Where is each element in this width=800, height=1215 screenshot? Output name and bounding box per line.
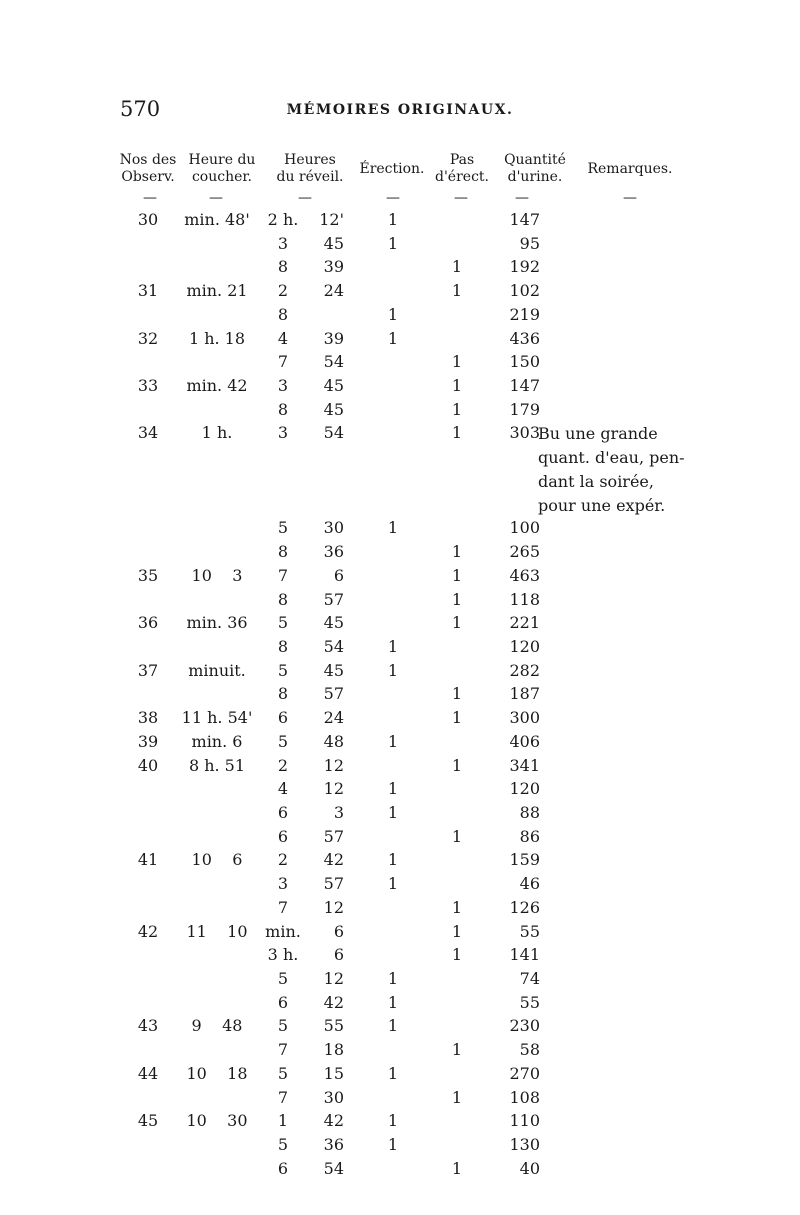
header-rule: — bbox=[209, 190, 223, 206]
bedtime: min. 42 bbox=[186, 376, 248, 396]
urine-quantity: 130 bbox=[509, 1135, 540, 1155]
urine-quantity: 219 bbox=[509, 304, 540, 324]
urine-quantity: 150 bbox=[509, 352, 540, 372]
urine-quantity: 141 bbox=[509, 945, 540, 965]
erection-count: 1 bbox=[387, 992, 399, 1012]
observation-number: 45 bbox=[137, 1111, 159, 1131]
wake-minute: 12 bbox=[323, 897, 344, 917]
erection-count: 1 bbox=[387, 304, 399, 324]
no-erection-count: 1 bbox=[451, 589, 463, 609]
urine-quantity: 100 bbox=[509, 518, 540, 538]
erection-count: 1 bbox=[387, 233, 399, 253]
bedtime: 11 h. 54' bbox=[181, 708, 253, 728]
wake-minute: 45 bbox=[323, 660, 344, 680]
erection-count: 1 bbox=[387, 850, 399, 870]
urine-quantity: 265 bbox=[509, 542, 540, 562]
wake-minute: 36 bbox=[323, 542, 344, 562]
wake-hour: 1 bbox=[277, 1111, 289, 1131]
wake-minute: 30 bbox=[323, 518, 344, 538]
wake-minute: 42 bbox=[323, 1111, 344, 1131]
no-erection-count: 1 bbox=[451, 399, 463, 419]
urine-quantity: 86 bbox=[519, 826, 540, 846]
header-pas-line: Pas bbox=[449, 152, 475, 168]
wake-hour: 5 bbox=[277, 613, 289, 633]
header-rule: — bbox=[386, 190, 400, 206]
wake-minute: 54 bbox=[323, 352, 344, 372]
header-urine-line: d'urine. bbox=[507, 169, 563, 185]
wake-hour: 8 bbox=[277, 589, 289, 609]
remark-line: pour une expér. bbox=[538, 495, 666, 515]
urine-quantity: 95 bbox=[519, 233, 540, 253]
wake-hour: 2 bbox=[277, 755, 289, 775]
observation-number: 31 bbox=[137, 281, 159, 301]
wake-minute: 45 bbox=[323, 376, 344, 396]
urine-quantity: 300 bbox=[509, 708, 540, 728]
no-erection-count: 1 bbox=[451, 352, 463, 372]
erection-count: 1 bbox=[387, 803, 399, 822]
header-coucher-line: coucher. bbox=[191, 169, 253, 185]
bedtime: min. 48' bbox=[184, 210, 250, 229]
erection-count: 1 bbox=[387, 1135, 399, 1155]
no-erection-count: 1 bbox=[451, 945, 463, 965]
observation-number: 42 bbox=[137, 921, 159, 941]
wake-hour: 6 bbox=[277, 803, 289, 822]
erection-count: 1 bbox=[387, 210, 399, 229]
urine-quantity: 55 bbox=[519, 921, 540, 941]
wake-minute: 39 bbox=[323, 328, 344, 348]
header-rule: — bbox=[515, 190, 529, 206]
bedtime: min. 36 bbox=[186, 613, 248, 633]
wake-minute: 55 bbox=[323, 1016, 344, 1036]
erection-count: 1 bbox=[387, 660, 399, 680]
wake-minute: 12' bbox=[319, 210, 344, 229]
urine-quantity: 147 bbox=[509, 210, 540, 229]
no-erection-count: 1 bbox=[451, 684, 463, 704]
remark-line: Bu une grande bbox=[538, 424, 658, 444]
wake-hour: 8 bbox=[277, 399, 289, 419]
wake-hour: 8 bbox=[277, 636, 289, 656]
bedtime: minuit. bbox=[188, 660, 246, 680]
wake-minute: 45 bbox=[323, 613, 344, 633]
observation-number: 38 bbox=[137, 708, 159, 728]
bedtime: min. 6 bbox=[191, 731, 243, 751]
wake-hour: 6 bbox=[277, 992, 289, 1012]
no-erection-count: 1 bbox=[451, 897, 463, 917]
wake-minute: 57 bbox=[323, 589, 344, 609]
no-erection-count: 1 bbox=[451, 257, 463, 277]
no-erection-count: 1 bbox=[451, 826, 463, 846]
urine-quantity: 192 bbox=[509, 257, 540, 277]
urine-quantity: 126 bbox=[509, 897, 540, 917]
observation-number: 37 bbox=[137, 660, 159, 680]
observation-number: 34 bbox=[137, 423, 159, 443]
wake-minute: 24 bbox=[323, 281, 344, 301]
urine-quantity: 147 bbox=[509, 376, 540, 396]
header-urine-line: Quantité bbox=[504, 152, 566, 168]
wake-minute: 45 bbox=[323, 399, 344, 419]
header-rule: — bbox=[143, 190, 157, 206]
no-erection-count: 1 bbox=[451, 1040, 463, 1060]
observation-number: 44 bbox=[137, 1063, 159, 1083]
observation-number: 33 bbox=[137, 376, 159, 396]
no-erection-count: 1 bbox=[451, 281, 463, 301]
erection-count: 1 bbox=[387, 1016, 399, 1036]
no-erection-count: 1 bbox=[451, 376, 463, 396]
wake-minute: 42 bbox=[323, 992, 344, 1012]
erection-count: 1 bbox=[387, 328, 399, 348]
urine-quantity: 58 bbox=[519, 1040, 540, 1060]
wake-hour: 5 bbox=[277, 660, 289, 680]
no-erection-count: 1 bbox=[451, 423, 463, 443]
wake-hour: 5 bbox=[277, 731, 289, 751]
observation-number: 40 bbox=[137, 755, 159, 775]
wake-minute: 6 bbox=[333, 921, 344, 941]
wake-hour: 2 h. bbox=[267, 210, 299, 229]
urine-quantity: 270 bbox=[509, 1063, 540, 1083]
urine-quantity: 120 bbox=[509, 636, 540, 656]
no-erection-count: 1 bbox=[451, 565, 463, 585]
header-rule: — bbox=[623, 190, 637, 206]
remark-line: dant la soirée, bbox=[538, 471, 654, 491]
wake-hour: 8 bbox=[277, 542, 289, 562]
wake-minute: 36 bbox=[323, 1135, 344, 1155]
wake-hour: 5 bbox=[277, 518, 289, 538]
erection-count: 1 bbox=[387, 779, 399, 799]
wake-hour: 2 bbox=[277, 281, 289, 301]
urine-quantity: 463 bbox=[509, 565, 540, 585]
wake-minute: 18 bbox=[323, 1040, 344, 1060]
header-urine bbox=[490, 152, 580, 186]
wake-hour: 7 bbox=[277, 352, 289, 372]
erection-count: 1 bbox=[387, 969, 399, 989]
wake-minute: 39 bbox=[323, 257, 344, 277]
remark-line: quant. d'eau, pen- bbox=[538, 448, 685, 468]
wake-hour: 7 bbox=[277, 565, 289, 585]
urine-quantity: 110 bbox=[509, 1111, 540, 1131]
urine-quantity: 108 bbox=[509, 1087, 540, 1107]
urine-quantity: 102 bbox=[509, 281, 540, 301]
urine-quantity: 436 bbox=[509, 328, 540, 348]
erection-count: 1 bbox=[387, 518, 399, 538]
urine-quantity: 303 bbox=[509, 423, 540, 443]
bedtime: 11 10 bbox=[186, 921, 248, 941]
remark bbox=[538, 422, 685, 517]
wake-minute: 12 bbox=[323, 755, 344, 775]
wake-hour: 6 bbox=[277, 708, 289, 728]
wake-minute: 15 bbox=[323, 1063, 344, 1083]
wake-minute: 30 bbox=[323, 1087, 344, 1107]
wake-hour: 7 bbox=[277, 897, 289, 917]
bedtime: 9 48 bbox=[191, 1016, 243, 1036]
header-pas-line: d'érect. bbox=[435, 169, 489, 185]
bedtime: 1 h. 18 bbox=[188, 328, 246, 348]
bedtime: 10 3 bbox=[191, 565, 243, 585]
wake-hour: 7 bbox=[277, 1087, 289, 1107]
header-obs-line: Nos des bbox=[119, 152, 177, 168]
page-number: 570 bbox=[120, 97, 161, 121]
bedtime: 1 h. bbox=[201, 423, 233, 443]
no-erection-count: 1 bbox=[451, 1087, 463, 1107]
observation-number: 43 bbox=[137, 1016, 159, 1036]
header-obs bbox=[108, 152, 188, 186]
wake-hour: 3 h. bbox=[267, 945, 299, 965]
wake-minute: 12 bbox=[323, 969, 344, 989]
observation-number: 36 bbox=[137, 613, 159, 633]
wake-minute: 57 bbox=[323, 684, 344, 704]
urine-quantity: 406 bbox=[509, 731, 540, 751]
wake-minute: 57 bbox=[323, 874, 344, 894]
observation-number: 41 bbox=[137, 850, 159, 870]
urine-quantity: 230 bbox=[509, 1016, 540, 1036]
wake-minute: 57 bbox=[323, 826, 344, 846]
header-remarques-line: Remarques. bbox=[587, 161, 673, 177]
wake-hour: 3 bbox=[277, 423, 289, 443]
observation-number: 32 bbox=[137, 328, 159, 348]
wake-hour: 6 bbox=[277, 826, 289, 846]
wake-minute: 12 bbox=[323, 779, 344, 799]
header-obs-line: Observ. bbox=[121, 169, 175, 185]
wake-hour: 3 bbox=[277, 874, 289, 894]
wake-hour: 5 bbox=[277, 1135, 289, 1155]
header-rule: — bbox=[298, 190, 312, 206]
no-erection-count: 1 bbox=[451, 613, 463, 633]
erection-count: 1 bbox=[387, 731, 399, 751]
wake-minute: 42 bbox=[323, 850, 344, 870]
urine-quantity: 118 bbox=[509, 589, 540, 609]
wake-minute: 6 bbox=[333, 565, 344, 585]
urine-quantity: 341 bbox=[509, 755, 540, 775]
wake-minute: 54 bbox=[323, 636, 344, 656]
urine-quantity: 221 bbox=[509, 613, 540, 633]
wake-hour: 8 bbox=[277, 304, 289, 324]
header-reveil-line: Heures bbox=[284, 152, 336, 168]
wake-hour: 3 bbox=[277, 233, 289, 253]
bedtime: 10 6 bbox=[191, 850, 243, 870]
wake-minute: 6 bbox=[333, 945, 344, 965]
erection-count: 1 bbox=[387, 636, 399, 656]
wake-hour: 8 bbox=[277, 684, 289, 704]
no-erection-count: 1 bbox=[451, 542, 463, 562]
wake-hour: 3 bbox=[277, 376, 289, 396]
urine-quantity: 74 bbox=[519, 969, 540, 989]
wake-hour: min. bbox=[265, 921, 301, 941]
wake-hour: 4 bbox=[277, 328, 289, 348]
urine-quantity: 179 bbox=[509, 399, 540, 419]
wake-minute: 3 bbox=[333, 803, 344, 822]
header-reveil-line: du réveil. bbox=[276, 169, 344, 185]
wake-hour: 4 bbox=[277, 779, 289, 799]
wake-hour: 5 bbox=[277, 1016, 289, 1036]
erection-count: 1 bbox=[387, 1111, 399, 1131]
running-head: MÉMOIRES ORIGINAUX. bbox=[286, 102, 514, 118]
wake-minute: 24 bbox=[323, 708, 344, 728]
wake-hour: 6 bbox=[277, 1158, 289, 1178]
bedtime: 10 30 bbox=[186, 1111, 248, 1131]
no-erection-count: 1 bbox=[451, 921, 463, 941]
urine-quantity: 282 bbox=[509, 660, 540, 680]
no-erection-count: 1 bbox=[451, 755, 463, 775]
observation-number: 39 bbox=[137, 731, 159, 751]
no-erection-count: 1 bbox=[451, 708, 463, 728]
wake-hour: 8 bbox=[277, 257, 289, 277]
header-erection-line: Érection. bbox=[359, 161, 425, 177]
bedtime: 10 18 bbox=[186, 1063, 248, 1083]
urine-quantity: 55 bbox=[519, 992, 540, 1012]
observation-number: 30 bbox=[137, 210, 159, 229]
urine-quantity: 46 bbox=[519, 874, 540, 894]
wake-minute: 54 bbox=[323, 1158, 344, 1178]
urine-quantity: 88 bbox=[519, 803, 540, 822]
wake-hour: 5 bbox=[277, 969, 289, 989]
wake-hour: 7 bbox=[277, 1040, 289, 1060]
wake-hour: 5 bbox=[277, 1063, 289, 1083]
urine-quantity: 40 bbox=[519, 1158, 540, 1178]
header-coucher-line: Heure du bbox=[188, 152, 256, 168]
header-remarques bbox=[575, 161, 685, 178]
header-coucher bbox=[177, 152, 267, 186]
header-rule: — bbox=[454, 190, 468, 206]
wake-minute: 54 bbox=[323, 423, 344, 443]
no-erection-count: 1 bbox=[451, 1158, 463, 1178]
wake-minute: 45 bbox=[323, 233, 344, 253]
urine-quantity: 159 bbox=[509, 850, 540, 870]
urine-quantity: 120 bbox=[509, 779, 540, 799]
wake-minute: 48 bbox=[323, 731, 344, 751]
observation-number: 35 bbox=[137, 565, 159, 585]
erection-count: 1 bbox=[387, 1063, 399, 1083]
wake-hour: 2 bbox=[277, 850, 289, 870]
bedtime: min. 21 bbox=[186, 281, 248, 301]
header-reveil bbox=[265, 152, 355, 186]
urine-quantity: 187 bbox=[509, 684, 540, 704]
erection-count: 1 bbox=[387, 874, 399, 894]
bedtime: 8 h. 51 bbox=[188, 755, 246, 775]
